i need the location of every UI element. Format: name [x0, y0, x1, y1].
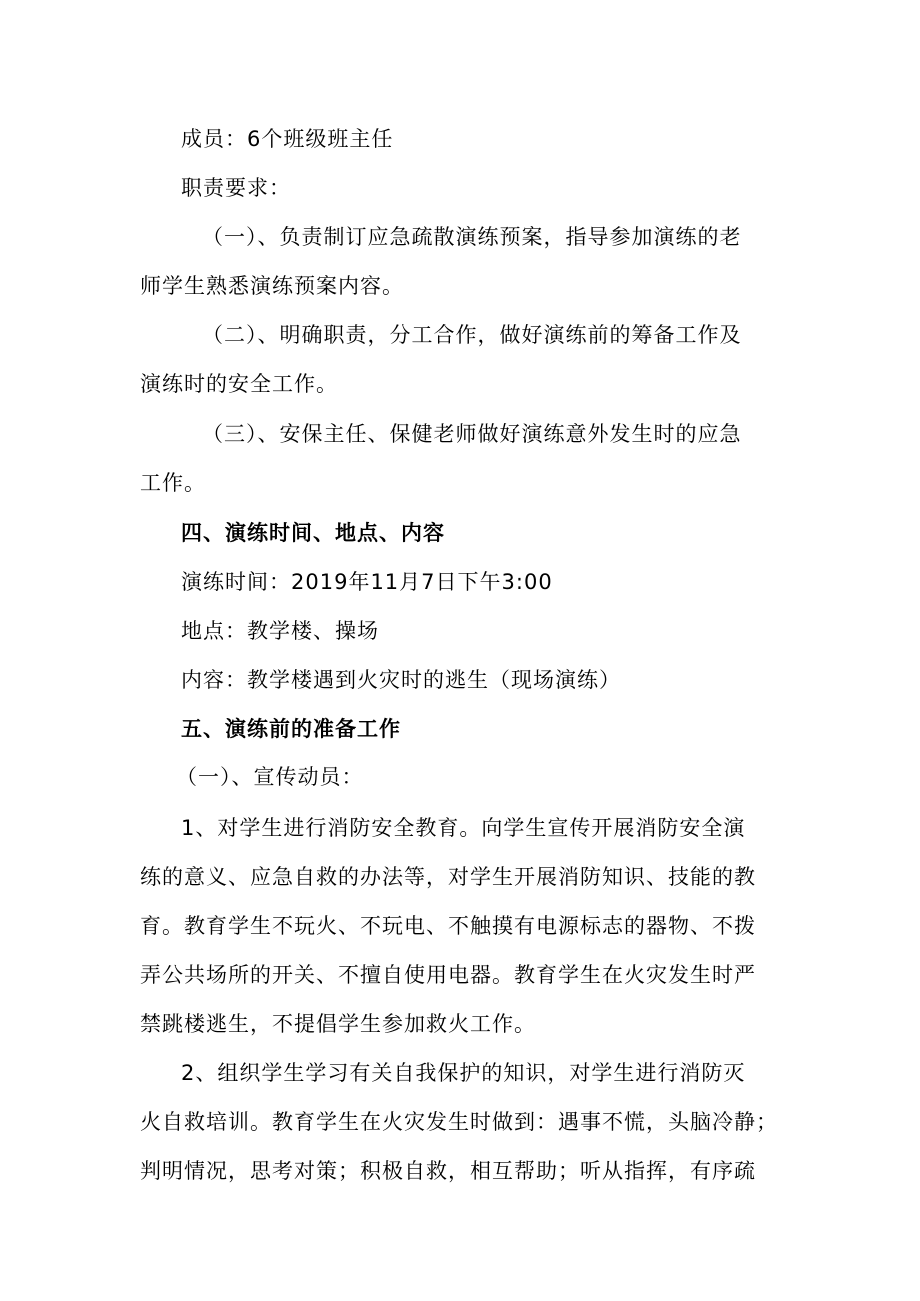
- item-1-line-5: 禁跳楼逃生，不提倡学生参加救火工作。: [140, 1012, 536, 1036]
- item-2-line-2: 火自救培训。教育学生在火灾发生时做到：遇事不慌，头脑冷静；: [140, 1110, 778, 1134]
- item-2-line-1: 2、组织学生学习有关自我保护的知识，对学生进行消防灭: [181, 1061, 746, 1085]
- section-5-heading: 五、演练前的准备工作: [181, 717, 401, 741]
- drill-content-line: 内容：教学楼遇到火灾时的逃生（现场演练）: [181, 668, 621, 692]
- item-1-line-4: 弄公共场所的开关、不擅自使用电器。教育学生在火灾发生时严: [140, 963, 756, 987]
- duty-2-line-2: 演练时的安全工作。: [140, 372, 338, 396]
- section-4-heading: 四、演练时间、地点、内容: [181, 521, 445, 545]
- duty-1-line-2: 师学生熟悉演练预案内容。: [140, 274, 404, 298]
- item-2-line-3: 判明情况，思考对策；积极自救，相互帮助；听从指挥，有序疏: [140, 1159, 756, 1183]
- duty-3-line-2: 工作。: [140, 471, 206, 495]
- drill-time-line: 演练时间：2019年11月7日下午3:00: [181, 570, 553, 594]
- item-1-line-1: 1、对学生进行消防安全教育。向学生宣传开展消防安全演: [181, 816, 746, 840]
- subsection-1-heading: （一）、宣传动员：: [176, 765, 364, 789]
- drill-location-line: 地点：教学楼、操场: [181, 619, 379, 643]
- members-line: 成员：6个班级班主任: [181, 127, 394, 151]
- duty-1-line-1: （一）、负责制订应急疏散演练预案，指导参加演练的老: [202, 225, 742, 249]
- duty-2-line-1: （二）、明确职责，分工合作，做好演练前的筹备工作及: [202, 323, 742, 347]
- item-1-line-3: 育。教育学生不玩火、不玩电、不触摸有电源标志的器物、不拨: [140, 914, 756, 938]
- duty-3-line-1: （三）、安保主任、保健老师做好演练意外发生时的应急: [202, 422, 742, 446]
- duties-heading: 职责要求：: [181, 176, 291, 200]
- item-1-line-2: 练的意义、应急自救的办法等，对学生开展消防知识、技能的教: [140, 865, 756, 889]
